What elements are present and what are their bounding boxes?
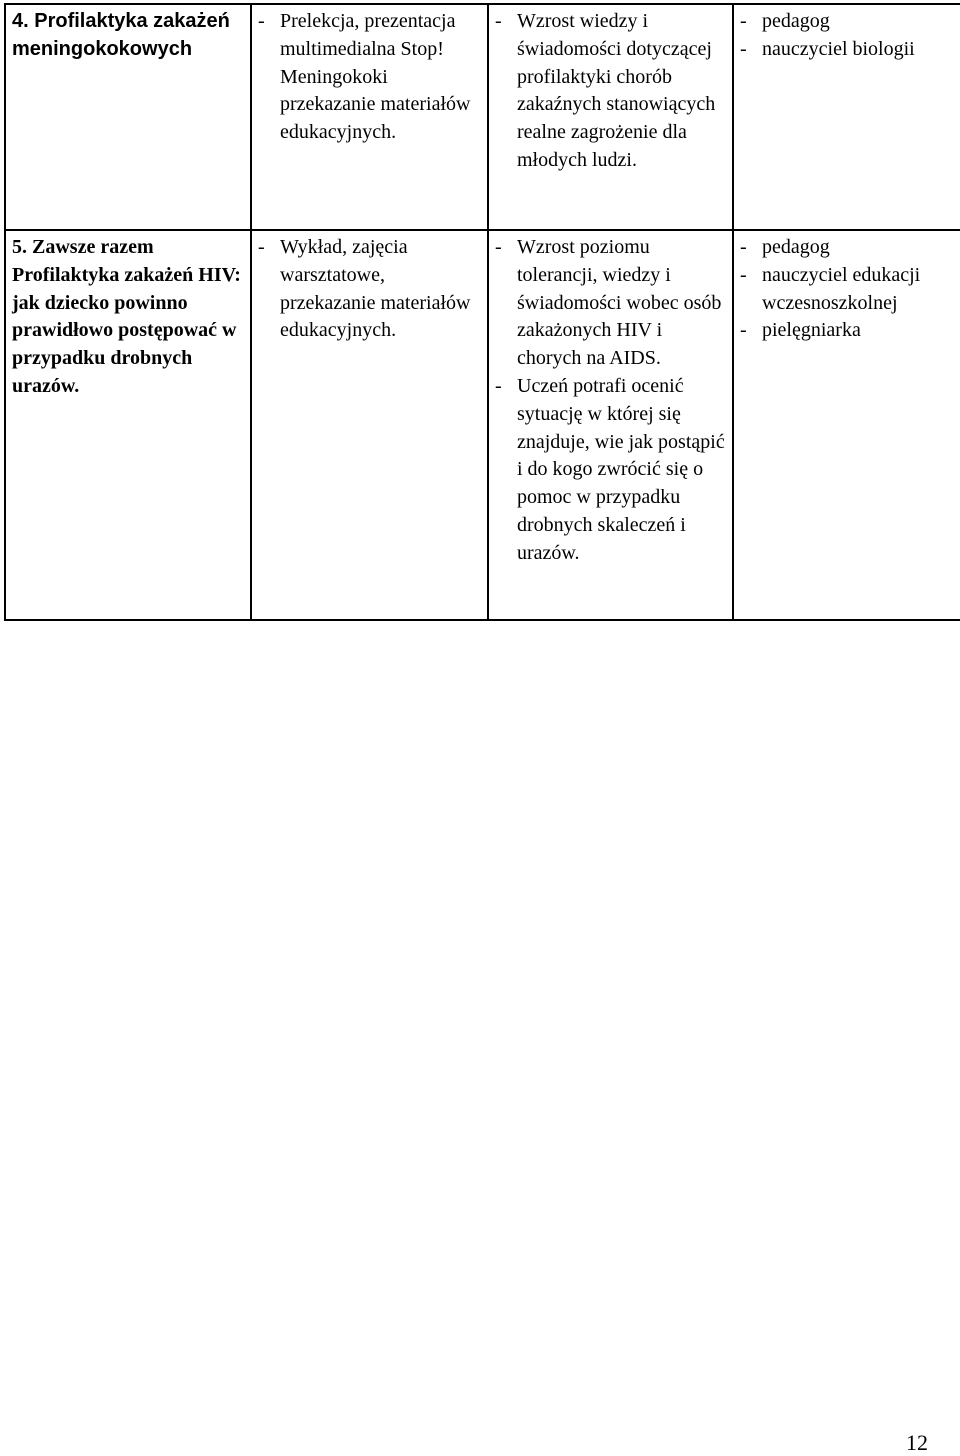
list-item bbox=[495, 234, 726, 373]
table-row bbox=[5, 4, 960, 230]
outcome-text: Wzrost wiedzy i świadomości dotyczącej profilaktyki chorób zakaźnych stanowiących realne zagrożenie dla młodych ludzi. bbox=[517, 10, 716, 171]
dash-bullet: - bbox=[258, 10, 265, 32]
responsible-text: pedagog bbox=[762, 236, 830, 258]
responsible-text: pielęgniarka bbox=[762, 319, 861, 342]
methods-text: Wykład, zajęcia warsztatowe, przekazanie materiałów edukacyjnych. bbox=[280, 236, 471, 342]
dash-bullet: - bbox=[740, 319, 747, 342]
dash-bullet: - bbox=[495, 374, 502, 397]
program-table bbox=[4, 3, 960, 621]
dash-bullet: - bbox=[495, 236, 502, 258]
methods-text: Prelekcja, prezentacja multimedialna Stop! Meningokoki przekazanie materiałów edukacyjnych. bbox=[280, 10, 471, 144]
dash-bullet: - bbox=[258, 236, 265, 258]
dash-bullet: - bbox=[740, 236, 747, 258]
dash-bullet: - bbox=[740, 263, 747, 286]
topic-title: 4. Profilaktyka zakażeń meningokokowych bbox=[12, 10, 230, 60]
outcome-text: Uczeń potrafi ocenić sytuację w której się znajduje, wie jak postąpić i do kogo zwrócić się o pomoc w przypadku drobnych skaleczeń i urazów. bbox=[517, 374, 725, 564]
page-number: 12 bbox=[906, 1430, 928, 1455]
list-item bbox=[740, 262, 954, 318]
methods-cell bbox=[251, 4, 488, 230]
responsible-cell bbox=[733, 230, 960, 620]
responsible-text: pedagog bbox=[762, 10, 830, 32]
table-row bbox=[5, 230, 960, 620]
responsible-text: nauczyciel edukacji wczesnoszkolnej bbox=[762, 263, 921, 314]
list-item bbox=[740, 8, 954, 36]
dash-bullet: - bbox=[740, 37, 747, 60]
list-item bbox=[740, 234, 954, 262]
outcomes-cell bbox=[488, 230, 733, 620]
dash-bullet: - bbox=[740, 10, 747, 32]
topic-title: 5. Zawsze razem Profilaktyka zakażeń HIV: jak dziecko powinno prawidłowo postępować w przypadku drobnych urazów. bbox=[12, 236, 241, 397]
list-item bbox=[740, 36, 954, 64]
topic-cell bbox=[5, 230, 251, 620]
responsible-cell bbox=[733, 4, 960, 230]
outcomes-cell bbox=[488, 4, 733, 230]
dash-bullet: - bbox=[495, 10, 502, 32]
list-item bbox=[495, 373, 726, 568]
list-item bbox=[258, 234, 481, 345]
list-item bbox=[740, 317, 954, 345]
topic-cell bbox=[5, 4, 251, 230]
methods-cell bbox=[251, 230, 488, 620]
list-item bbox=[258, 8, 481, 147]
list-item bbox=[495, 8, 726, 175]
outcome-text: Wzrost poziomu tolerancji, wiedzy i świadomości wobec osób zakażonych HIV i chorych na AIDS. bbox=[517, 236, 722, 370]
responsible-text: nauczyciel biologii bbox=[762, 37, 915, 60]
